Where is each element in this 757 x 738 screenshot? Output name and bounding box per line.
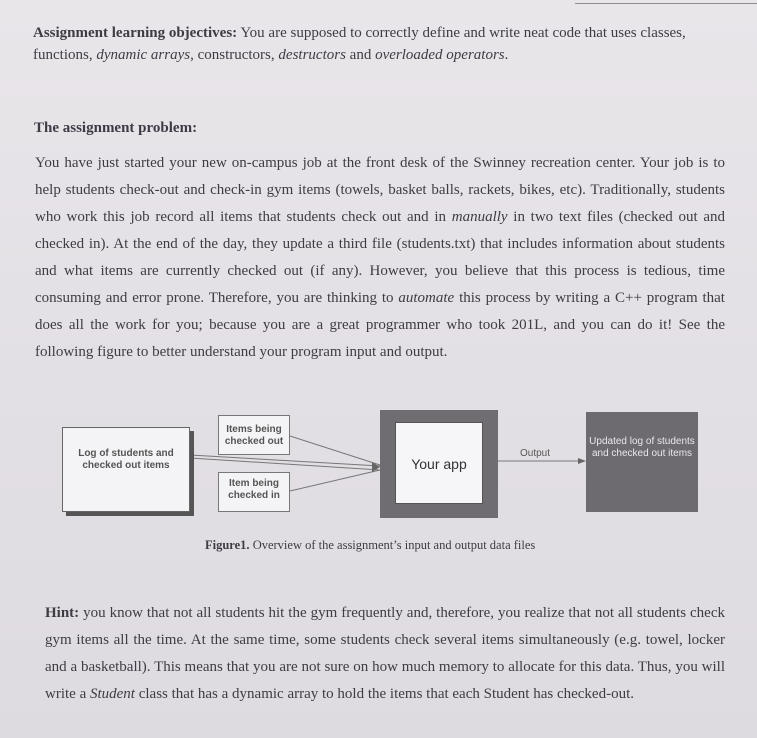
figure-caption — [205, 538, 535, 553]
output-label: Output — [520, 448, 551, 459]
connector-checked-in — [290, 470, 380, 491]
caption-text: Overview of the assignment’s input and output data files — [249, 538, 536, 552]
objectives-italic: destructors — [278, 47, 346, 63]
hint-text: you know that not all students hit the gym frequently and, therefore, you realize that not all students check gym items all the time. At the same time, some students check several items simultaneously (e.g. towel, locker and a basketball). This means that you are not sure on how much memory to allocate for this data. Thus, you will write a — [45, 605, 725, 702]
objectives-italic: dynamic arrays — [96, 47, 191, 63]
objectives-text: and — [345, 47, 376, 63]
hint-lead: Hint: — [45, 605, 80, 621]
objectives-text: . — [504, 47, 509, 63]
problem-text: this process by writing a C++ program that does all the work for you; because you are a great programmer who took 201L, and you can do it! See the following figure to better understand your program input and output. — [35, 290, 725, 360]
problem-italic: automate — [398, 290, 455, 306]
hint-text: class that has a dynamic array to hold the items that each Student has checked-out. — [134, 686, 634, 702]
updated-log-box: Updated log of students and checked out items — [586, 412, 698, 512]
caption-bold: Figure1. — [205, 538, 250, 552]
hint-paragraph — [45, 600, 725, 708]
app-box: Your app — [395, 422, 483, 504]
objectives-text: , constructors, — [190, 47, 279, 63]
checked-out-box: Items being checked out — [218, 415, 290, 455]
problem-heading: The assignment problem: — [34, 120, 198, 136]
problem-text: You have just started your new on-campus job at the front desk of the Swinney recreation center. Your job is to help students check-out and check-in gym items (towels, basket balls, rackets, bikes, etc). Traditionally, students who work this job record all items that students check out and in — [35, 155, 725, 225]
problem-text: in two text files (checked out and checked in). At the end of the day, they update a third file (students.txt) that includes information about students and what items are currently checked out (if any). However, you believe that this process is tedious, time consuming and error prone. Therefore, you are thinking to — [35, 209, 726, 306]
checked-in-box: Item being checked in — [218, 472, 290, 512]
hint-italic: Student — [89, 686, 135, 702]
problem-italic: manually — [451, 209, 508, 225]
objectives-italic: overloaded operators — [375, 47, 505, 63]
log-input-box: Log of students and checked out items — [62, 427, 190, 512]
objectives-lead: Assignment learning objectives: — [33, 25, 238, 41]
objectives-text: You are supposed to correctly define and write neat code that uses classes, functions, — [33, 25, 686, 63]
connector-checked-out — [290, 436, 380, 465]
arrowhead-output — [578, 458, 586, 464]
